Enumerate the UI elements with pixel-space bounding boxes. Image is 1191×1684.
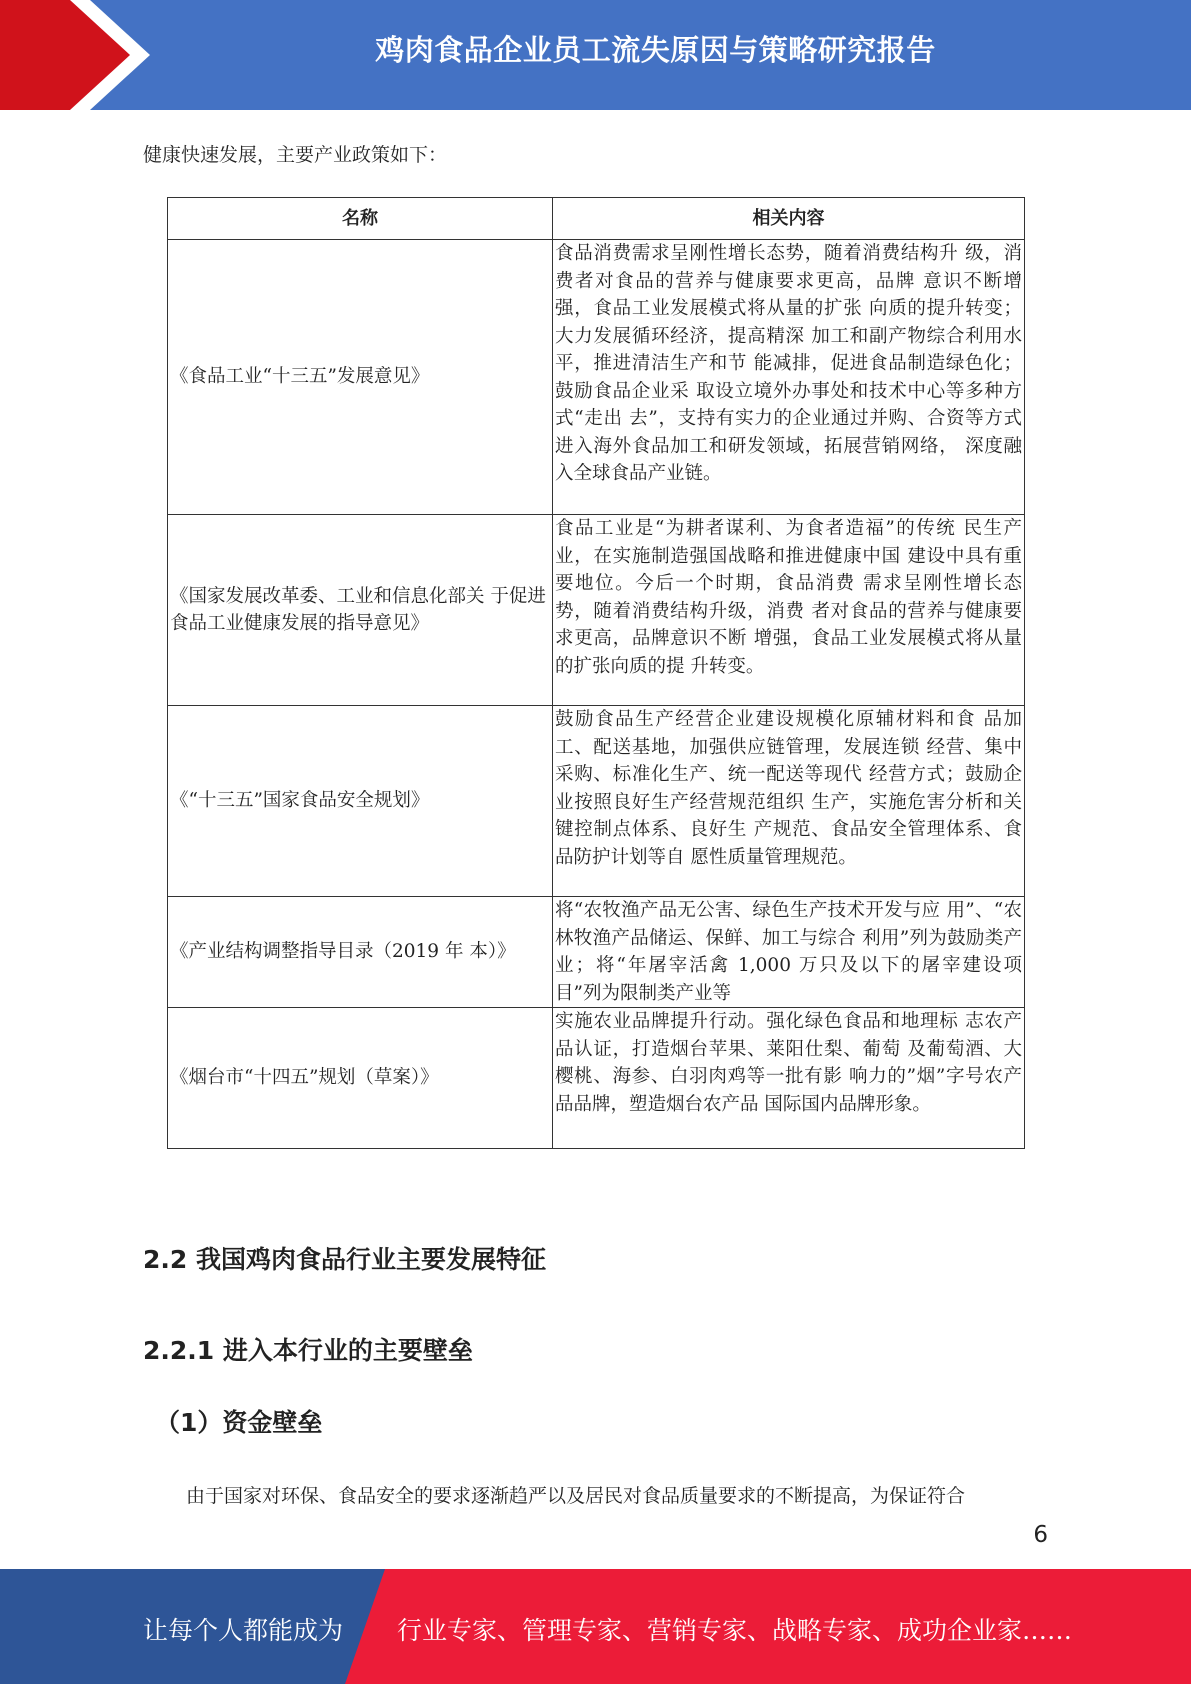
- table-row: [168, 515, 1025, 706]
- subsection-heading: 2.2.1 进入本行业的主要壁垒: [143, 1336, 473, 1365]
- table-row: [168, 706, 1025, 897]
- table-row: [168, 897, 1025, 1008]
- footer-slogan-left: 让每个人都能成为: [143, 1616, 344, 1645]
- page-header: [0, 0, 1191, 110]
- column-header-name: 名称: [168, 198, 553, 240]
- intro-text: 健康快速发展，主要产业政策如下：: [143, 144, 448, 166]
- policy-name: 《产业结构调整指导目录（2019 年 本）》: [168, 897, 553, 1008]
- policy-table: [167, 197, 1025, 1149]
- policy-name: 《烟台市“十四五”规划（草案）》: [168, 1008, 553, 1149]
- policy-content: 鼓励食品生产经营企业建设规模化原辅材料和食 品加工、配送基地，加强供应链管理，发展连锁 经营、集中采购、标准化生产、统一配送等现代 经营方式；鼓励企业按照良好生产经营规范组织 生产，实施危害分析和关键控制点体系、良好生 产规范、食品安全管理体系、食品防护计划等自 愿性质量管理规范。: [553, 706, 1025, 897]
- page-number: 6: [1033, 1522, 1048, 1548]
- policy-content: 实施农业品牌提升行动。强化绿色食品和地理标 志农产品认证，打造烟台苹果、莱阳仕梨、葡萄 及葡萄酒、大樱桃、海参、白羽肉鸡等一批有影 响力的”烟”字号农产品品牌，塑造烟台农产品 国际国内品牌形象。: [553, 1008, 1025, 1149]
- section-heading: 2.2 我国鸡肉食品行业主要发展特征: [143, 1245, 546, 1274]
- policy-name: 《食品工业“十三五”发展意见》: [168, 240, 553, 515]
- policy-content: 食品消费需求呈刚性增长态势，随着消费结构升 级，消费者对食品的营养与健康要求更高，品牌 意识不断增强，食品工业发展模式将从量的扩张 向质的提升转变；大力发展循环经济，提高精深 加工和副产物综合利用水平，推进清洁生产和节 能减排，促进食品制造绿色化；鼓励食品企业采 取设立境外办事处和技术中心等多种方式“走出 去”，支持有实力的企业通过并购、合资等方式 进入海外食品加工和研发领域，拓展营销网络， 深度融入全球食品产业链。: [553, 240, 1025, 515]
- subsubsection-heading: （1）资金壁垒: [155, 1408, 323, 1437]
- table-row: [168, 1008, 1025, 1149]
- policy-content: 将“农牧渔产品无公害、绿色生产技术开发与应 用”、“农林牧渔产品储运、保鲜、加工与综合 利用”列为鼓励类产业；将“年屠宰活禽 1,000 万只及以下的屠宰建设项目”列为限制类产业等: [553, 897, 1025, 1008]
- policy-content: 食品工业是“为耕者谋利、为食者造福”的传统 民生产业，在实施制造强国战略和推进健康中国 建设中具有重要地位。今后一个时期，食品消费 需求呈刚性增长态势，随着消费结构升级，消费 者对食品的营养与健康要求更高，品牌意识不断 增强，食品工业发展模式将从量的扩张向质的提 升转变。: [553, 515, 1025, 706]
- policy-name: 《“十三五”国家食品安全规划》: [168, 706, 553, 897]
- report-title: 鸡肉食品企业员工流失原因与策略研究报告: [375, 33, 936, 67]
- column-header-content: 相关内容: [553, 198, 1025, 240]
- body-paragraph: 由于国家对环保、食品安全的要求逐渐趋严以及居民对食品质量要求的不断提高，为保证符合: [186, 1485, 966, 1507]
- header-chevron: [0, 0, 130, 110]
- policy-name: 《国家发展改革委、工业和信息化部关 于促进食品工业健康发展的指导意见》: [168, 515, 553, 706]
- table-row: [168, 240, 1025, 515]
- table-header-row: [168, 198, 1025, 240]
- page-footer: [0, 1569, 1191, 1684]
- footer-slogan-right: 行业专家、管理专家、营销专家、战略专家、成功企业家……: [397, 1616, 1073, 1645]
